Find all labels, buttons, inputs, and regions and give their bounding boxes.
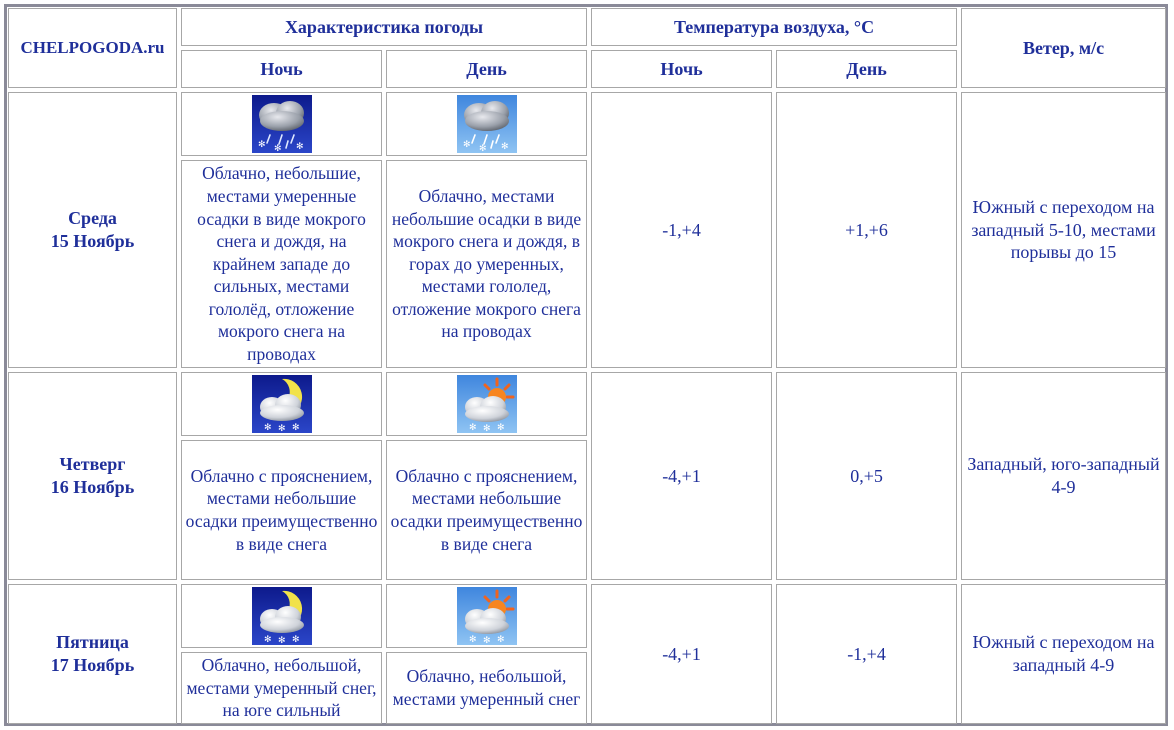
svg-text:✻: ✻: [277, 424, 286, 433]
svg-text:✻: ✻: [263, 423, 272, 433]
day-description: Облачно, местами небольшие осадки в виде мокрого снега и дождя, в горах до умеренных, местами гололед, отложение мокрого снега на проводах: [386, 160, 587, 368]
temp-day: -1,+4: [776, 584, 957, 724]
svg-text:✻: ✻: [295, 142, 304, 152]
svg-text:✻: ✻: [468, 423, 477, 433]
wind: Южный с переходом на западный 5-10, местами порывы до 15: [961, 92, 1166, 368]
svg-text:✻: ✻: [263, 635, 272, 645]
svg-text:✻: ✻: [496, 423, 505, 433]
forecast-table: [4, 4, 1170, 728]
cloud-snow-rain-icon: [252, 95, 312, 153]
day-label: [8, 584, 177, 724]
day-icon-cell: [386, 584, 587, 648]
svg-text:✻: ✻: [462, 140, 471, 150]
moon-cloud-snow-icon: [252, 375, 312, 433]
night-icon-cell: [181, 372, 382, 436]
day-label: [8, 372, 177, 580]
header-weather: Характеристика погоды: [181, 8, 587, 46]
wind: Западный, юго-западный 4-9: [961, 372, 1166, 580]
header-weather-day: День: [386, 50, 587, 88]
svg-text:✻: ✻: [478, 144, 487, 153]
day-description: Облачно, небольшой, местами умеренный снег: [386, 652, 587, 724]
night-description: Облачно, небольшие, местами умеренные осадки в виде мокрого снега и дождя, на крайнем западе до сильных, местами гололёд, отложение мокрого снега на проводах: [181, 160, 382, 368]
svg-text:✻: ✻: [496, 635, 505, 645]
header-weather-night: Ночь: [181, 50, 382, 88]
temp-day: 0,+5: [776, 372, 957, 580]
wind: Южный с переходом на западный 4-9: [961, 584, 1166, 724]
svg-text:✻: ✻: [482, 424, 491, 433]
svg-text:✻: ✻: [482, 636, 491, 645]
night-icon-cell: [181, 584, 382, 648]
svg-text:✻: ✻: [257, 140, 266, 150]
temp-night: -4,+1: [591, 584, 772, 724]
svg-text:✻: ✻: [273, 144, 282, 153]
night-icon-cell: [181, 92, 382, 156]
temp-day: +1,+6: [776, 92, 957, 368]
date: 17 Ноябрь: [50, 655, 135, 675]
day-label: [8, 92, 177, 368]
svg-text:✻: ✻: [291, 423, 300, 433]
night-description: Облачно с прояснением, местами небольшие осадки преимущественно в виде снега: [181, 440, 382, 580]
svg-text:✻: ✻: [468, 635, 477, 645]
weekday: Четверг: [59, 454, 126, 474]
header-temp-night: Ночь: [591, 50, 772, 88]
sun-cloud-snow-icon: [457, 375, 517, 433]
svg-text:✻: ✻: [277, 636, 286, 645]
header-temp-day: День: [776, 50, 957, 88]
day-icon-cell: [386, 92, 587, 156]
date: 15 Ноябрь: [50, 231, 135, 251]
svg-text:✻: ✻: [291, 635, 300, 645]
cloud-snow-rain-icon: [457, 95, 517, 153]
site-name: CHELPOGODA.ru: [8, 8, 177, 88]
svg-text:✻: ✻: [500, 142, 509, 152]
header-wind: Ветер, м/с: [961, 8, 1166, 88]
day-icon-cell: [386, 372, 587, 436]
day-description: Облачно с прояснением, местами небольшие осадки преимущественно в виде снега: [386, 440, 587, 580]
night-description: Облачно, небольшой, местами умеренный снег, на юге сильный: [181, 652, 382, 724]
temp-night: -4,+1: [591, 372, 772, 580]
temp-night: -1,+4: [591, 92, 772, 368]
weekday: Среда: [68, 208, 117, 228]
header-temperature: Температура воздуха, °С: [591, 8, 957, 46]
date: 16 Ноябрь: [50, 477, 135, 497]
weekday: Пятница: [56, 632, 129, 652]
moon-cloud-snow-icon: [252, 587, 312, 645]
sun-cloud-snow-icon: [457, 587, 517, 645]
